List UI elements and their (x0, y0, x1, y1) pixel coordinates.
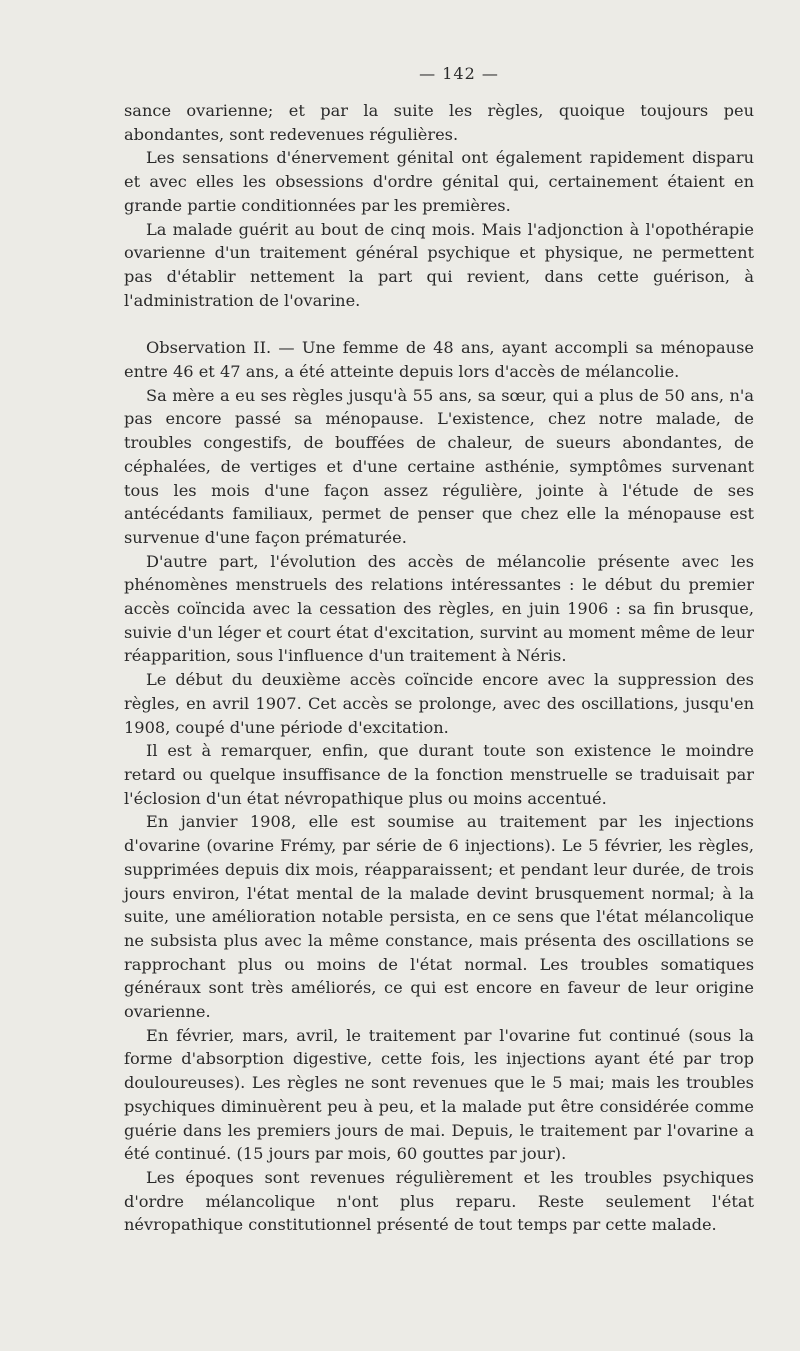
paragraph: D'autre part, l'évolution des accès de mélancolie présente avec les phénomènes menstruels des relations intéressantes : le début du premier accès coïncida avec la cessation des règles, en juin 1906 : sa fin brusque, suivie d'un léger et court état d'excitation, survint au moment même de leur réapparition, sous l'influence d'un traitement à Néris. (124, 551, 754, 666)
paragraph: Il est à remarquer, enfin, que durant toute son existence le moindre retard ou quelque insuffisance de la fonction menstruelle se traduisait par l'éclosion d'un état névropathique plus ou moins accentué. (124, 741, 754, 808)
paragraph: Sa mère a eu ses règles jusqu'à 55 ans, sa sœur, qui a plus de 50 ans, n'a pas encore passé sa ménopause. L'existence, chez notre malade, de troubles congestifs, de bouffées de chaleur, de sueurs abondantes, de céphalées, de vertiges et d'une certaine asthénie, symptômes survenant tous les mois d'une façon assez régulière, jointe à l'étude de ses antécédants familiaux, permet de penser que chez elle la ménopause est survenue d'une façon prématurée. (124, 385, 754, 547)
paragraph: Les sensations d'énervement génital ont également rapidement disparu et avec elles les obsessions d'ordre génital qui, certainement étaient en grande partie conditionnées par les premières. (124, 148, 754, 215)
paragraph: Le début du deuxième accès coïncide encore avec la suppression des règles, en avril 1907. Cet accès se prolonge, avec des oscillations, jusqu'en 1908, coupé d'une période d'excitation. (124, 670, 754, 737)
paragraph-observation-heading: Observation II. — Une femme de 48 ans, ayant accompli sa ménopause entre 46 et 47 ans, a été atteinte depuis lors d'accès de mélancolie. (124, 338, 754, 382)
paragraph: En janvier 1908, elle est soumise au traitement par les injections d'ovarine (ovarine Frémy, par série de 6 injections). Le 5 février, les règles, supprimées depuis dix mois, réapparaissent; et pendant leur durée, de trois jours environ, l'état mental de la malade devint brusquement normal; à la suite, une amélioration notable persista, en ce sens que l'état mélancolique ne subsista plus avec la même constance, mais présenta des oscillations se rapprochant plus ou moins de l'état normal. Les troubles somatiques généraux sont très améliorés, ce qui est encore en faveur de leur origine ovarienne. (124, 812, 754, 1022)
page-body (124, 64, 754, 1237)
paragraph: En février, mars, avril, le traitement par l'ovarine fut continué (sous la forme d'absorption digestive, cette fois, les injections ayant été par trop douloureuses). Les règles ne sont revenues que le 5 mai; mais les troubles psychiques diminuèrent peu à peu, et la malade put être considérée comme guérie dans les premiers jours de mai. Depuis, le traitement par l'ovarine a été continué. (15 jours par mois, 60 gouttes par jour). (124, 1025, 754, 1164)
paragraph: La malade guérit au bout de cinq mois. Mais l'adjonction à l'opothérapie ovarienne d'un traitement général psychique et physique, ne permettent pas d'établir nettement la part qui revient, dans cette guérison, à l'administration de l'ovarine. (124, 219, 754, 310)
paragraph-continuation: sance ovarienne; et par la suite les règles, quoique toujours peu abondantes, sont redevenues régulières. (124, 101, 754, 144)
paragraph: Les époques sont revenues régulièrement et les troubles psychiques d'ordre mélancolique n'ont plus reparu. Reste seulement l'état névropathique constitutionnel présenté de tout temps par cette malade. (124, 1167, 754, 1235)
page-number: — 142 — (419, 64, 499, 83)
